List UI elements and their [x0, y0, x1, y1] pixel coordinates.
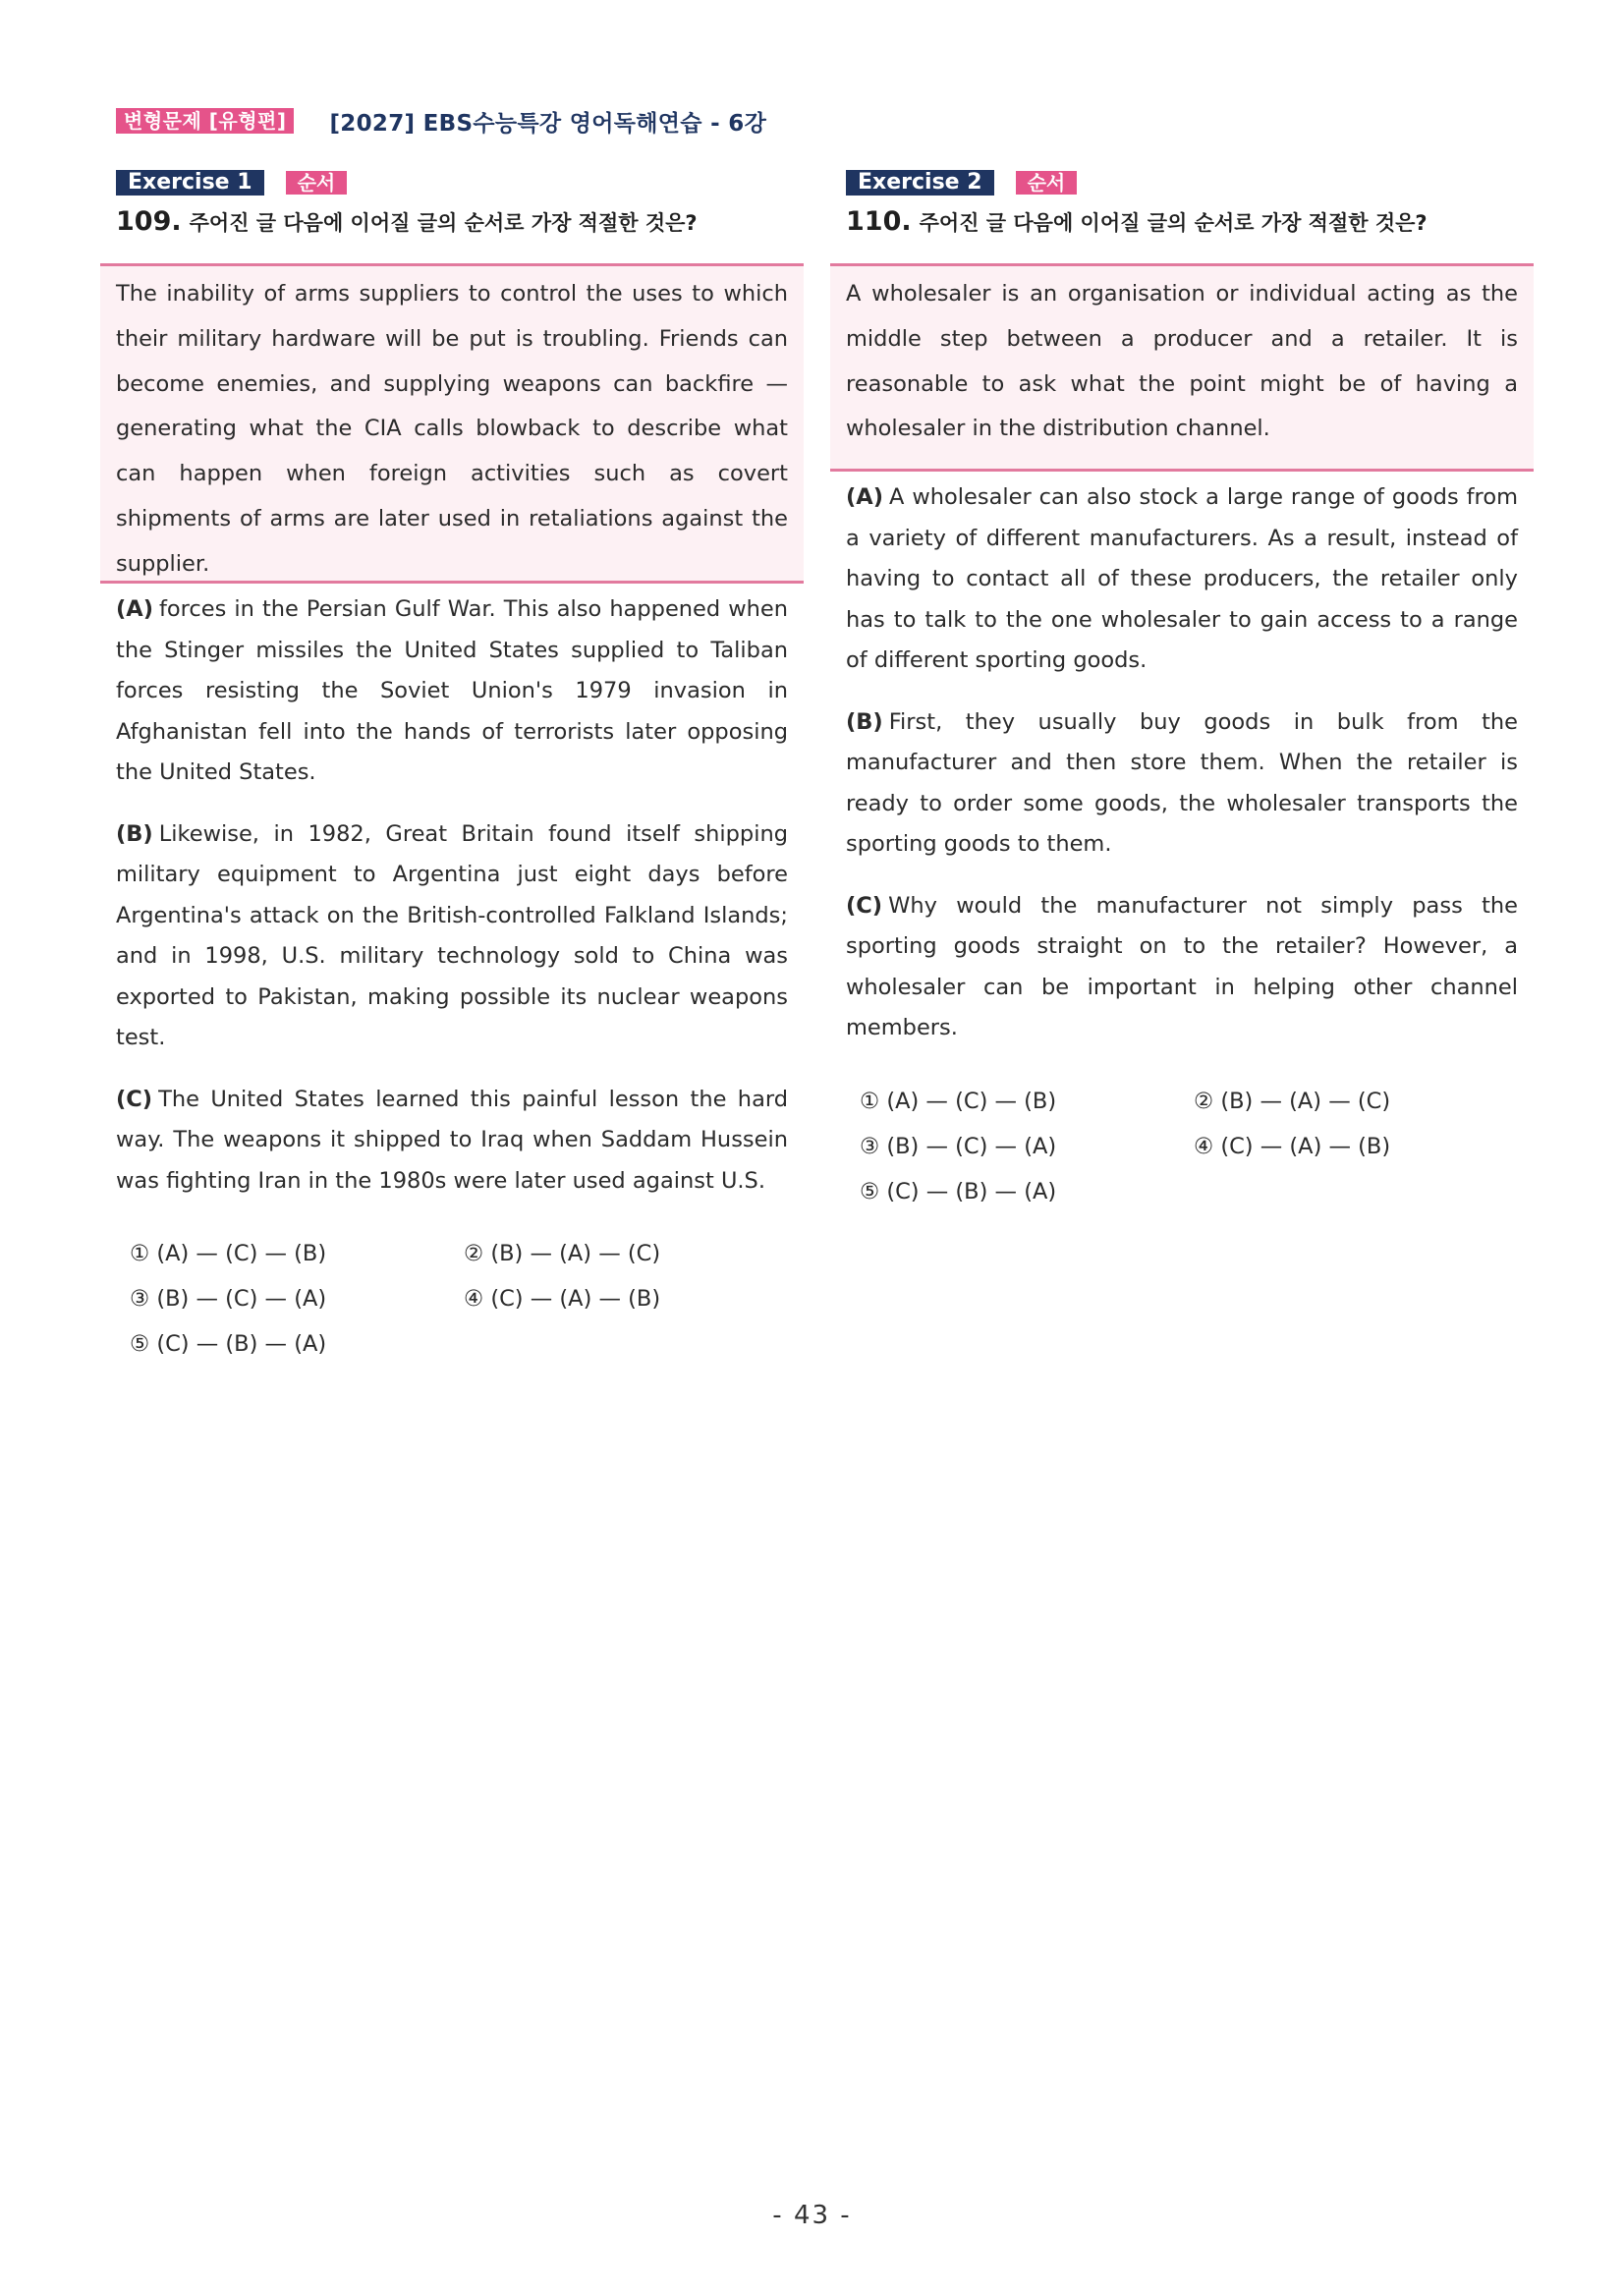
part-label: (B)	[116, 820, 153, 847]
option-1[interactable]: ① (A) — (C) — (B)	[130, 1241, 327, 1266]
option-5[interactable]: ⑤ (C) — (B) — (A)	[130, 1331, 327, 1357]
option-3[interactable]: ③ (B) — (C) — (A)	[130, 1286, 327, 1312]
variant-tag: 변형문제 [유형편]	[116, 108, 294, 134]
part-b	[116, 814, 788, 1059]
part-label: (B)	[846, 708, 883, 735]
option-2[interactable]: ② (B) — (A) — (C)	[1194, 1088, 1391, 1114]
part-text: A wholesaler can also stock a large range of goods from a variety of different manufacturers. As a result, instead of having to contact all of these producers, the retailer only has to talk to the one wholesaler to gain access to a range of different sporting goods.	[846, 484, 1518, 673]
option-5[interactable]: ⑤ (C) — (B) — (A)	[860, 1178, 1057, 1204]
exercise-label: Exercise 2	[846, 170, 994, 196]
part-text: forces in the Persian Gulf War. This also happened when the Stinger missiles the United States supplied to Taliban forces resisting the Soviet Union's 1979 invasion in Afghanistan fell into the hands of terrorists later opposing the United States.	[116, 596, 788, 785]
option-3[interactable]: ③ (B) — (C) — (A)	[860, 1133, 1057, 1159]
answer-options	[860, 1079, 1534, 1214]
exercise-2	[830, 169, 1534, 1214]
part-text: Likewise, in 1982, Great Britain found itself shipping military equipment to Argentina just eight days before Argentina's attack on the British-controlled Falkland Islands; and in 1998, U.S. military technology sold to China was exported to Pakistan, making possible its nuclear weapons test.	[116, 820, 788, 1050]
part-a	[116, 589, 788, 794]
part-text: The United States learned this painful lesson the hard way. The weapons it shipped to Iraq when Saddam Hussein was fighting Iran in the 1980s were later used against U.S.	[116, 1086, 788, 1194]
exercise-1	[100, 169, 804, 1367]
question	[116, 202, 804, 242]
part-c	[116, 1080, 788, 1203]
question	[846, 202, 1534, 242]
part-label: (A)	[116, 596, 153, 622]
option-1[interactable]: ① (A) — (C) — (B)	[860, 1088, 1057, 1114]
part-label: (C)	[116, 1086, 153, 1112]
header-title: [2027] EBS수능특강 영어독해연습 - 6강	[329, 110, 767, 137]
part-c	[846, 886, 1518, 1049]
option-2[interactable]: ② (B) — (A) — (C)	[464, 1241, 661, 1266]
given-passage: A wholesaler is an organisation or individual acting as the middle step between a producer and a retailer. It is reasonable to ask what the point might be of having a wholesaler in the distribution channel.	[830, 263, 1534, 472]
option-4[interactable]: ④ (C) — (A) — (B)	[1194, 1133, 1391, 1159]
part-label: (A)	[846, 484, 883, 510]
part-a	[846, 477, 1518, 682]
part-text: Why would the manufacturer not simply pass the sporting goods straight on to the retailer? However, a wholesaler can be important in helping other channel members.	[846, 892, 1518, 1040]
exercise-label: Exercise 1	[116, 170, 264, 196]
part-b	[846, 702, 1518, 866]
option-4[interactable]: ④ (C) — (A) — (B)	[464, 1286, 661, 1312]
exercise-type-tag: 순서	[286, 171, 348, 195]
question-number: 109.	[116, 206, 182, 237]
page-header	[116, 104, 766, 138]
part-label: (C)	[846, 892, 883, 919]
exercise-2-labels	[846, 169, 1534, 196]
answer-options	[130, 1231, 804, 1367]
question-number: 110.	[846, 206, 912, 237]
exercise-1-labels	[116, 169, 804, 196]
question-text: 주어진 글 다음에 이어질 글의 순서로 가장 적절한 것은?	[919, 211, 1428, 235]
exercise-type-tag: 순서	[1016, 171, 1078, 195]
question-text: 주어진 글 다음에 이어질 글의 순서로 가장 적절한 것은?	[189, 211, 698, 235]
page-number: - 43 -	[772, 2201, 852, 2230]
passage-parts	[830, 472, 1534, 1049]
passage-parts	[100, 584, 804, 1202]
given-passage: The inability of arms suppliers to control the uses to which their military hardware will be put is troubling. Friends can become enemies, and supplying weapons can backfire — generating what the CIA calls blowback to describe what can happen when foreign activities such as covert shipments of arms are later used in retaliations against the supplier.	[100, 263, 804, 584]
part-text: First, they usually buy goods in bulk from the manufacturer and then store them. When the retailer is ready to order some goods, the wholesaler transports the sporting goods to them.	[846, 708, 1518, 857]
